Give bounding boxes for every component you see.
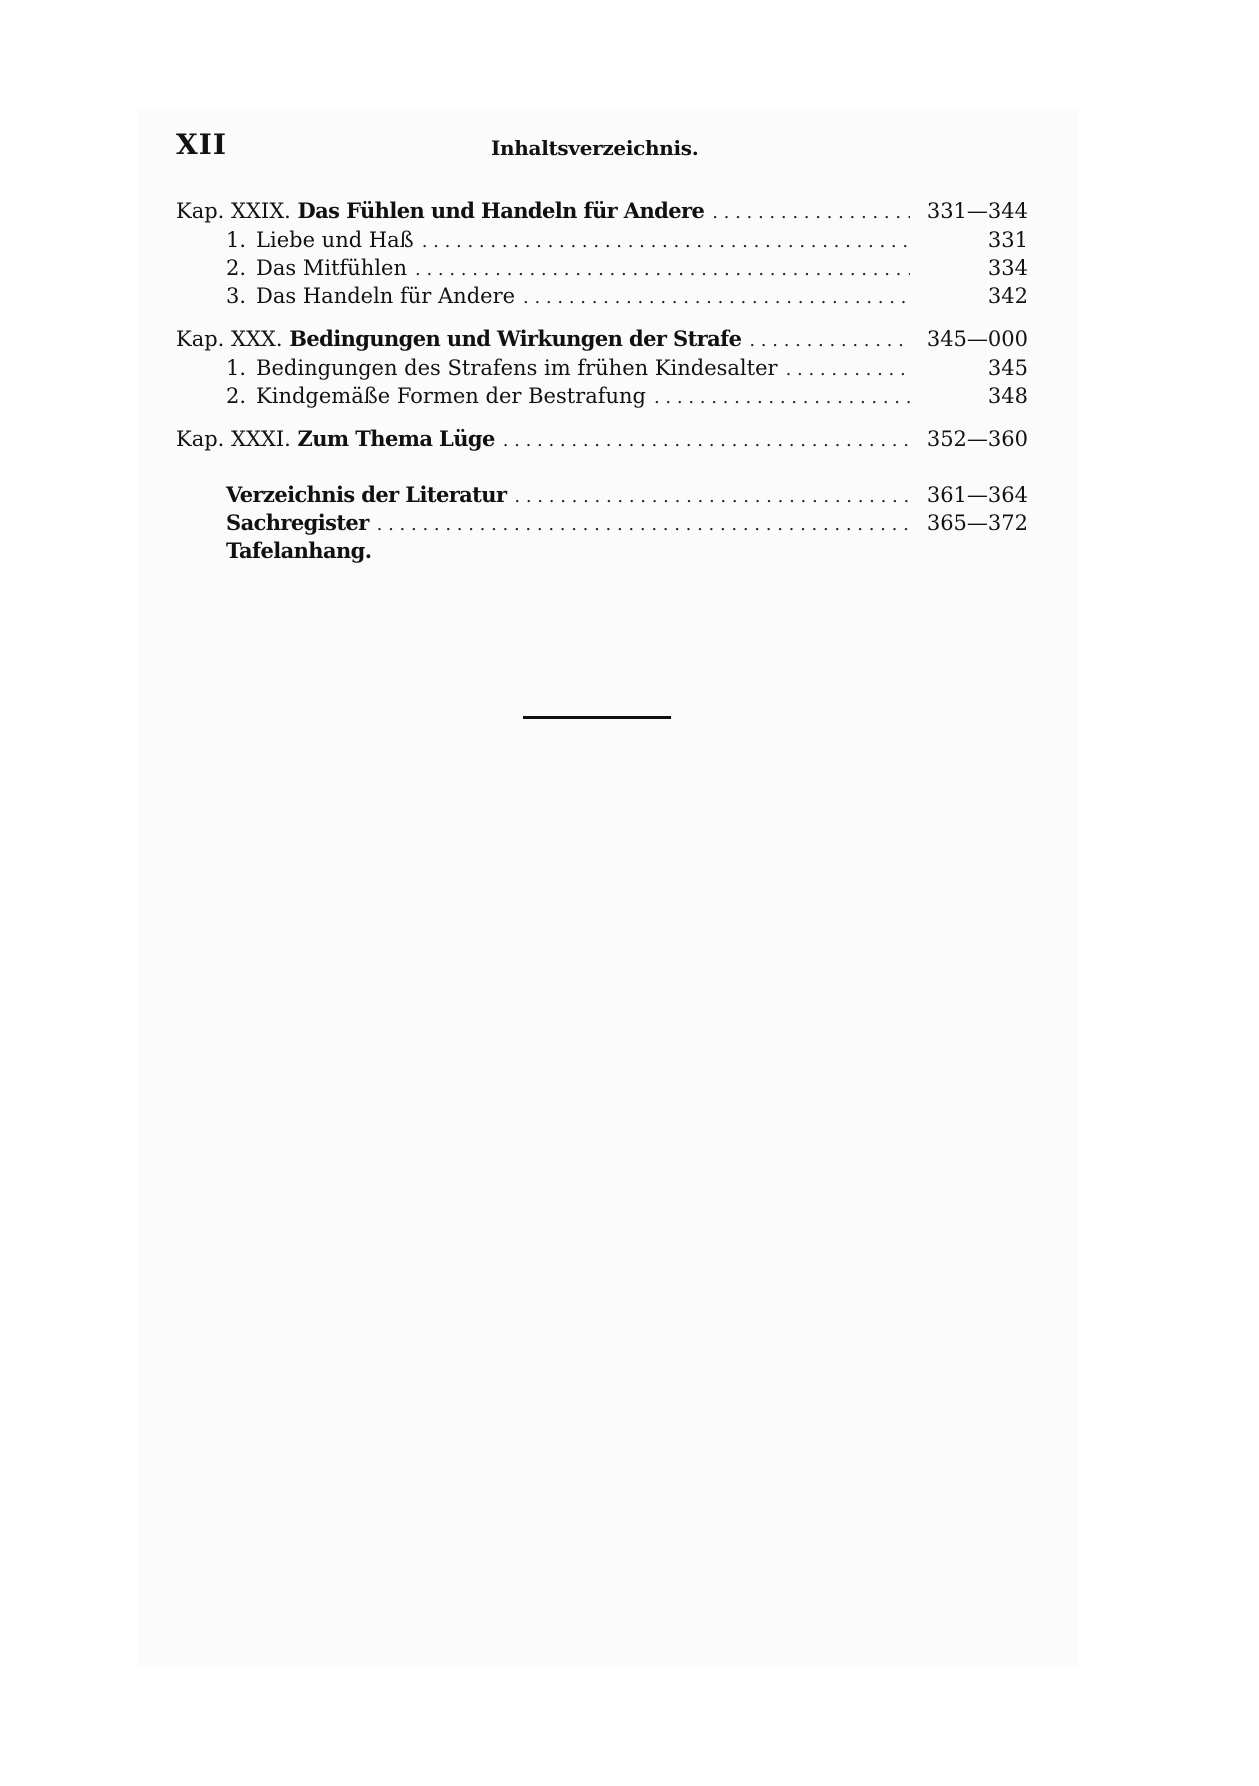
chapter-title: Das Fühlen und Handeln für Andere [297, 198, 705, 223]
toc-section [176, 228, 1028, 256]
toc-section [176, 384, 1028, 412]
chapter-pages: 345—000 [926, 327, 1028, 351]
dot-leader [415, 259, 910, 280]
chapter-title: Bedingungen und Wirkungen der Strafe [289, 326, 742, 351]
toc-appendix-literatur [176, 482, 1028, 510]
section-number: 2. [226, 256, 247, 280]
dot-leader [712, 202, 910, 223]
dot-leader [503, 430, 910, 451]
dot-leader [377, 514, 910, 535]
dot-leader [786, 359, 910, 380]
table-of-contents [176, 198, 1028, 566]
appendix-title: Sachregister [226, 510, 369, 535]
section-title: Das Mitfühlen [256, 256, 408, 280]
section-title: Kindgemäße Formen der Bestrafung [256, 384, 646, 408]
chapter-number: Kap. XXXI. [176, 427, 291, 451]
section-number: 1. [226, 228, 247, 252]
dot-leader [654, 387, 910, 408]
chapter-number: Kap. XXIX. [176, 199, 291, 223]
section-pages: 334 [987, 256, 1028, 280]
toc-chapter-xxx [176, 326, 1028, 356]
toc-section [176, 256, 1028, 284]
chapter-title: Zum Thema Lüge [297, 426, 495, 451]
appendix-title: Tafelanhang. [226, 538, 372, 563]
toc-chapter-xxix [176, 198, 1028, 228]
section-end-rule [523, 716, 671, 719]
dot-leader [523, 287, 910, 308]
toc-section [176, 356, 1028, 384]
toc-appendix-tafelanhang [176, 538, 1028, 566]
appendix-pages: 361—364 [926, 483, 1028, 507]
toc-appendix-sachregister [176, 510, 1028, 538]
appendix-title: Verzeichnis der Literatur [226, 482, 507, 507]
section-pages: 331 [987, 228, 1028, 252]
dot-leader [749, 330, 910, 351]
chapter-pages: 352—360 [926, 427, 1028, 451]
running-title: Inhaltsverzeichnis. [491, 136, 699, 160]
section-title: Bedingungen des Strafens im frühen Kindesalter [256, 356, 778, 380]
section-pages: 345 [987, 356, 1028, 380]
section-number: 2. [226, 384, 247, 408]
chapter-pages: 331—344 [926, 199, 1028, 223]
section-number: 3. [226, 284, 247, 308]
section-title: Das Handeln für Andere [256, 284, 516, 308]
section-number: 1. [226, 356, 247, 380]
section-pages: 348 [987, 384, 1028, 408]
chapter-number: Kap. XXX. [176, 327, 283, 351]
page-header [176, 128, 1026, 168]
page-number: XII [176, 128, 227, 161]
dot-leader [514, 486, 910, 507]
section-pages: 342 [987, 284, 1028, 308]
toc-chapter-xxxi [176, 426, 1028, 456]
toc-section [176, 284, 1028, 312]
section-title: Liebe und Haß [256, 228, 414, 252]
dot-leader [422, 231, 910, 252]
appendix-pages: 365—372 [926, 511, 1028, 535]
